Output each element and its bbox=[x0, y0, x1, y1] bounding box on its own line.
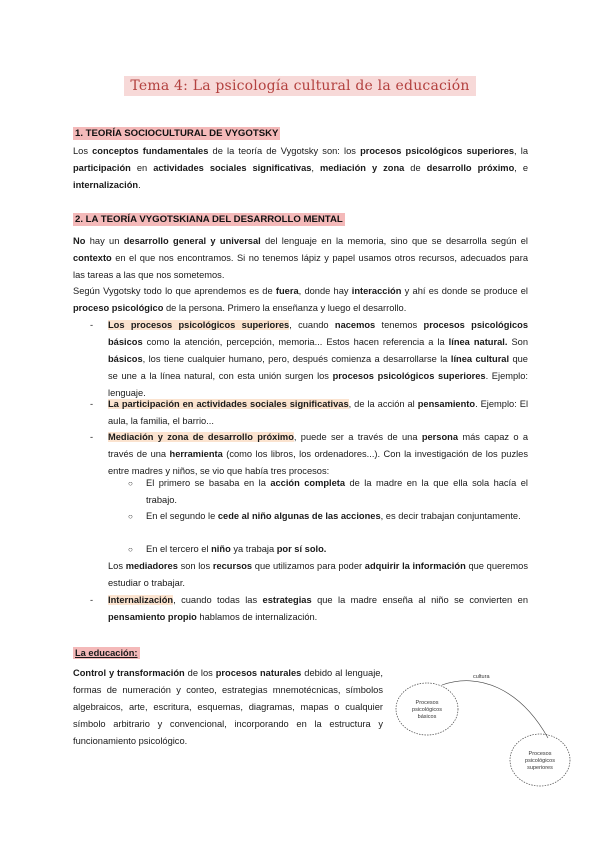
diagram-text-basicos-3: básicos bbox=[417, 714, 437, 720]
bullet-mediacion: Mediación y zona de desarrollo próximo, puede ser a través de una persona más capaz o a través de una herramienta (como los libros, los ordenadores...). Con la investigación de los puzles entre madres y niños, se vio que había tres procesos: bbox=[108, 432, 528, 476]
bullet-procesos-superiores: Los procesos psicológicos superiores, cuando nacemos tenemos procesos psicológicos básicos como la atención, percepción, memoria... Estos hacen referencia a la línea natural. Son básicos, los tiene cualquier humano, pero, después comienza a desarrollarse la línea cultural que se une a la línea natural, con esta unión surgen los procesos psicológicos superiores. Ejemplo: lenguaje. bbox=[108, 320, 528, 398]
section-1-heading: 1. TEORÍA SOCIOCULTURAL DE VYGOTSKY bbox=[75, 128, 279, 139]
section-2-heading: 2. LA TEORÍA VYGOTSKIANA DEL DESARROLLO MENTAL bbox=[75, 214, 343, 225]
process-1: El primero se basaba en la acción completa de la madre en la que ella sola hacía el trabajo. bbox=[146, 478, 528, 505]
education-heading: La educación: bbox=[75, 648, 138, 658]
diagram-text-superiores-1: Procesos bbox=[528, 751, 552, 757]
bullet-internalizacion: Internalización, cuando todas las estrategias que la madre enseña al niño se convierten en pensamiento propio hablamos de internalización. bbox=[108, 595, 528, 622]
bullet-dash: - bbox=[90, 320, 94, 330]
section-2-paragraph-1: No hay un desarrollo general y universal del lenguaje en la memoria, sino que se desarrolla según el contexto en el que nos encontramos. Si no tenemos lápiz y papel usamos otros recursos, adecuados para las tareas a las que nos sometemos. bbox=[73, 236, 528, 280]
circle-bullet-icon: ○ bbox=[128, 479, 133, 488]
bullet-dash: - bbox=[90, 432, 94, 442]
bullet-dash: - bbox=[90, 399, 94, 409]
diagram-text-superiores-3: superiores bbox=[527, 765, 553, 771]
diagram-label-cultura: cultura bbox=[473, 674, 490, 680]
diagram-text-basicos-2: psicológicos bbox=[412, 707, 442, 713]
section-2-paragraph-2: Según Vygotsky todo lo que aprendemos es de fuera, donde hay interacción y ahí es donde se produce el proceso psicológico de la persona. Primero la enseñanza y luego el desarrollo. bbox=[73, 286, 528, 313]
section-1-paragraph: Los conceptos fundamentales de la teoría de Vygotsky son: los procesos psicológicos superiores, la participación en actividades sociales significativas, mediación y zona de desarrollo próximo, e internalización. bbox=[73, 146, 529, 190]
education-paragraph: Control y transformación de los procesos naturales debido al lenguaje, formas de numeración y conteo, estrategias mnemotécnicas, símbolos algebraicos, arte, escritura, esquemas, diagramas, mapas o cualquier símbolo arbitrario y convencional, incorporando en la estructura y funcionamiento psicológico. bbox=[73, 668, 384, 746]
mediadores-paragraph: Los mediadores son los recursos que utilizamos para poder adquirir la información que queremos estudiar o trabajar. bbox=[108, 561, 528, 588]
diagram-text-superiores-2: psicológicos bbox=[525, 758, 555, 764]
process-3: En el tercero el niño ya trabaja por sí solo. bbox=[146, 544, 327, 554]
page-title: Tema 4: La psicología cultural de la educación bbox=[0, 78, 600, 94]
circle-bullet-icon: ○ bbox=[128, 512, 133, 521]
bullet-participacion: La participación en actividades sociales significativas, de la acción al pensamiento. Ejemplo: El aula, la familia, el barrio... bbox=[108, 399, 529, 426]
circle-bullet-icon: ○ bbox=[128, 545, 133, 554]
diagram-text-basicos-1: Procesos bbox=[415, 700, 439, 706]
process-2: En el segundo le cede al niño algunas de las acciones, es decir trabajan conjuntamente. bbox=[146, 511, 521, 521]
bullet-dash: - bbox=[90, 595, 94, 605]
